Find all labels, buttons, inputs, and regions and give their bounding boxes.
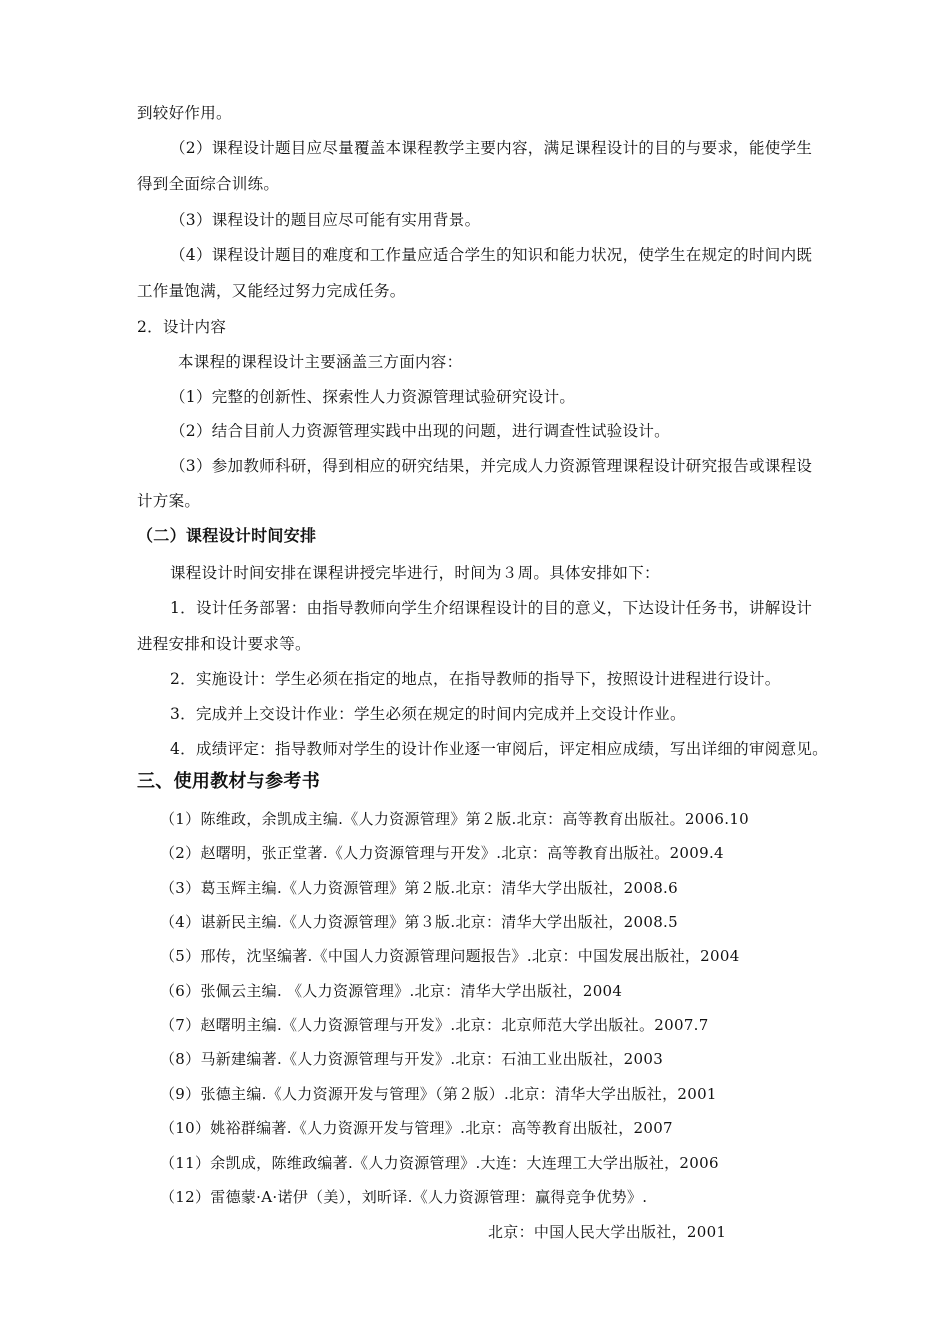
subsection-heading: （二）课程设计时间安排 (137, 526, 317, 545)
section-heading: 三、使用教材与参考书 (137, 771, 320, 792)
reference-item: （8）马新建编著.《人力资源管理与开发》.北京：石油工业出版社，2003 (160, 1050, 664, 1068)
reference-item: （3）葛玉辉主编.《人力资源管理》第２版.北京：清华大学出版社，2008.6 (160, 879, 678, 897)
paragraph-line: （3）课程设计的题目应尽可能有实用背景。 (170, 211, 481, 229)
paragraph-line: 计方案。 (137, 492, 201, 510)
paragraph-line: 本课程的课程设计主要涵盖三方面内容： (178, 353, 463, 371)
reference-item-continuation: 北京：中国人民大学出版社，2001 (488, 1223, 727, 1241)
list-item: （2）结合目前人力资源管理实践中出现的问题，进行调查性试验设计。 (170, 422, 670, 440)
list-item: （1）完整的创新性、探索性人力资源管理试验研究设计。 (170, 388, 576, 406)
paragraph-line: 到较好作用。 (137, 104, 232, 122)
reference-item: （2）赵曙明，张正堂著.《人力资源管理与开发》.北京：高等教育出版社。2009.4 (160, 844, 724, 862)
reference-item: （9）张德主编.《人力资源开发与管理》（第２版）.北京：清华大学出版社，2001 (160, 1085, 717, 1103)
reference-item: （6）张佩云主编. 《人力资源管理》.北京：清华大学出版社，2004 (160, 982, 623, 1000)
paragraph-line: （4）课程设计题目的难度和工作量应适合学生的知识和能力状况，使学生在规定的时间内既 (170, 246, 813, 264)
paragraph-line: 进程安排和设计要求等。 (137, 635, 311, 653)
list-item: 3．完成并上交设计作业：学生必须在规定的时间内完成并上交设计作业。 (170, 705, 686, 723)
list-item: 2．实施设计：学生必须在指定的地点，在指导教师的指导下，按照设计进程进行设计。 (170, 670, 781, 688)
list-item: （3）参加教师科研，得到相应的研究结果，并完成人力资源管理课程设计研究报告或课程设 (170, 457, 813, 475)
paragraph-line: 工作量饱满，又能经过努力完成任务。 (137, 282, 406, 300)
reference-item: （10）姚裕群编著.《人力资源开发与管理》.北京：高等教育出版社，2007 (160, 1119, 673, 1137)
section-heading: 2．设计内容 (137, 318, 227, 336)
reference-item: （4）谌新民主编.《人力资源管理》第３版.北京：清华大学出版社，2008.5 (160, 913, 678, 931)
reference-item: （7）赵曙明主编.《人力资源管理与开发》.北京：北京师范大学出版社。2007.7 (160, 1016, 709, 1034)
paragraph-line: 得到全面综合训练。 (137, 175, 280, 193)
reference-item: （12）雷德蒙·A·诺伊（美），刘昕译.《人力资源管理：赢得竞争优势》. (160, 1188, 648, 1206)
reference-item: （1）陈维政，余凯成主编.《人力资源管理》第２版.北京：高等教育出版社。2006.10 (160, 810, 750, 828)
list-item: 1．设计任务部署：由指导教师向学生介绍课程设计的目的意义，下达设计任务书，讲解设计 (170, 599, 813, 617)
paragraph-line: 课程设计时间安排在课程讲授完毕进行，时间为３周。具体安排如下： (170, 564, 660, 582)
list-item: 4．成绩评定：指导教师对学生的设计作业逐一审阅后，评定相应成绩，写出详细的审阅意见。 (170, 740, 828, 758)
reference-item: （11）余凯成，陈维政编著.《人力资源管理》.大连：大连理工大学出版社，2006 (160, 1154, 719, 1172)
reference-item: （5）邢传，沈坚编著.《中国人力资源管理问题报告》.北京：中国发展出版社，2004 (160, 947, 740, 965)
paragraph-line: （2）课程设计题目应尽量覆盖本课程教学主要内容，满足课程设计的目的与要求，能使学生 (170, 139, 813, 157)
